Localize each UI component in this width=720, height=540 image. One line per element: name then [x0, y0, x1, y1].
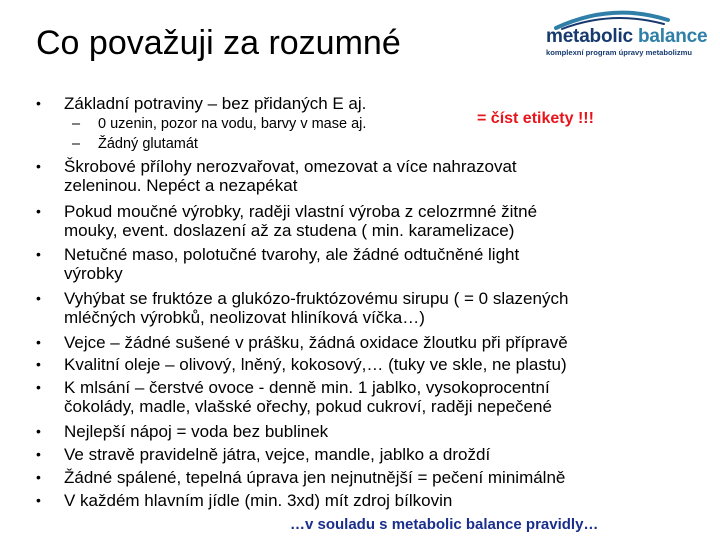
- bullet-text: Vejce – žádné sušené v prášku, žádná oxidace žloutku při přípravě: [64, 333, 568, 352]
- sub-text: 0 uzenin, pozor na vodu, barvy v mase aj.: [98, 116, 367, 132]
- bullet-text: Netučné maso, polotučné tvarohy, ale žádné odtučněné light výrobky: [64, 245, 520, 283]
- bullet-marker: •: [36, 469, 41, 485]
- metabolic-balance-logo: [530, 8, 716, 58]
- sub-marker: –: [72, 116, 81, 132]
- footer-note: …v souladu s metabolic balance pravidly…: [290, 516, 599, 533]
- bullet-text: Pokud moučné výrobky, raději vlastní výroba z celozrmné žitné mouky, event. doslazení až za studena ( min. karamelizace): [64, 202, 538, 240]
- bullet-text: Kvalitní oleje – olivový, lněný, kokosový,… (tuky ve skle, ne plastu): [64, 355, 567, 374]
- bullet-text: Žádné spálené, tepelná úprava jen nejnutnější = pečení minimálně: [64, 468, 566, 487]
- bullet-text: Vyhýbat se fruktóze a glukózo-fruktózovému sirupu ( = 0 slazených mléčných výrobků, neolizovat hliníková víčka…): [64, 289, 569, 327]
- bullet-marker: •: [36, 246, 41, 262]
- bullet-text: Škrobové přílohy nerozvařovat, omezovat a více nahrazovat zeleninou. Nepéct a nezapékat: [64, 157, 517, 195]
- bullet-marker: •: [36, 95, 41, 111]
- bullet-text: V každém hlavním jídle (min. 3xd) mít zdroj bílkovin: [64, 491, 453, 510]
- slide-title: Co považuji za rozumné: [36, 24, 401, 62]
- sub-marker: –: [72, 136, 81, 152]
- bullet-marker: •: [36, 290, 41, 306]
- bullet-text: Základní potraviny – bez přidaných E aj.: [64, 94, 367, 113]
- bullet-marker: •: [36, 334, 41, 350]
- sub-text: Žádný glutamát: [98, 136, 198, 152]
- bullet-text: K mlsání – čerstvé ovoce - denně min. 1 jablko, vysokoprocentní čokolády, madle, vlašské ořechy, pokud cukroví, raději nepečené: [64, 378, 552, 416]
- bullet-text: Nejlepší nápoj = voda bez bublinek: [64, 422, 329, 441]
- bullet-marker: •: [36, 203, 41, 219]
- bullet-marker: •: [36, 158, 41, 174]
- logo-subtitle: komplexní program úpravy metabolizmu: [546, 48, 693, 57]
- logo-wordmark: [546, 26, 707, 48]
- bullet-marker: •: [36, 379, 41, 395]
- bullet-marker: •: [36, 492, 41, 508]
- bullet-marker: •: [36, 356, 41, 372]
- logo-word-balance: balance: [638, 26, 708, 47]
- bullet-text: Ve stravě pravidelně játra, vejce, mandle, jablko a droždí: [64, 445, 491, 464]
- bullet-marker: •: [36, 423, 41, 439]
- bullet-marker: •: [36, 446, 41, 462]
- red-note: = číst etikety !!!: [477, 110, 594, 127]
- logo-word-metabolic: metabolic: [546, 26, 633, 47]
